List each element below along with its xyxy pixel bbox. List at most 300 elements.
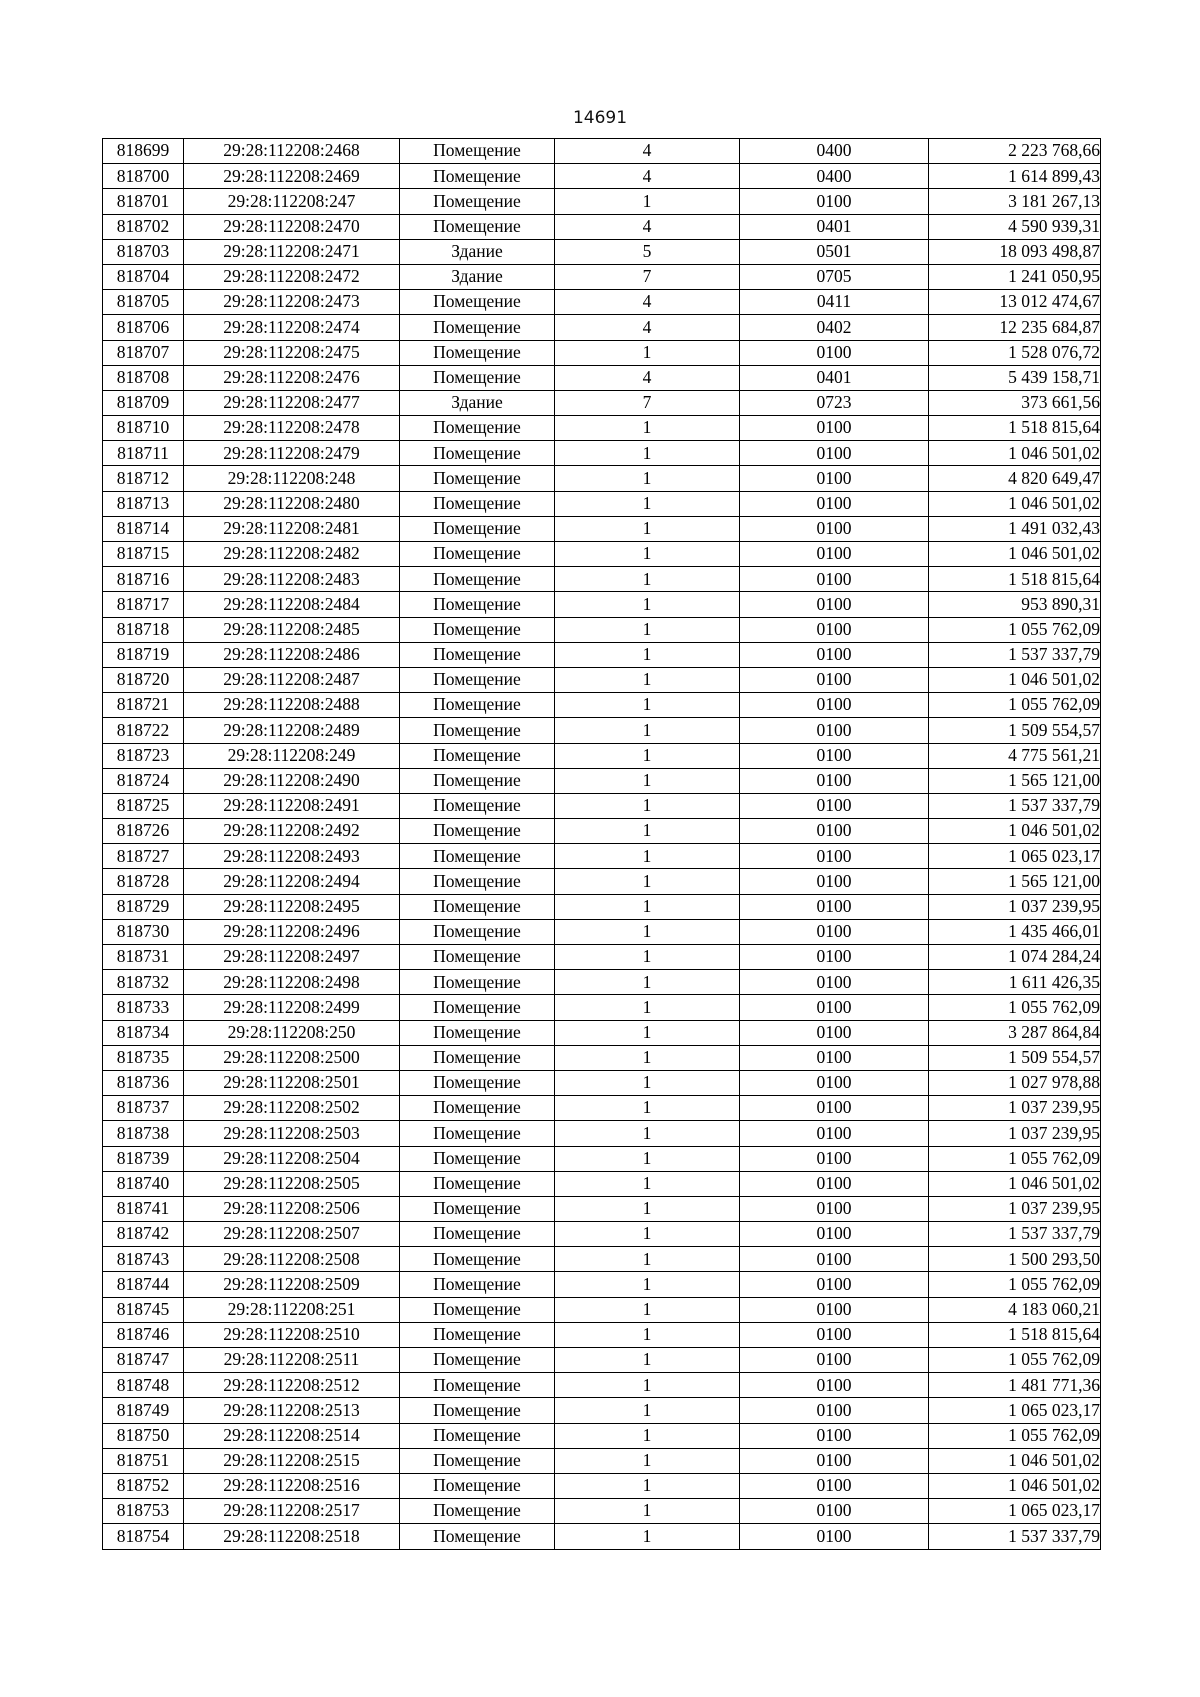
cadastral-value-cell: 1 027 978,88 [929,1070,1101,1095]
object-type-cell: Помещение [400,1096,555,1121]
code-cell: 0100 [740,441,929,466]
group-cell: 1 [555,1473,740,1498]
object-type-cell: Помещение [400,793,555,818]
table-row [103,1348,1101,1373]
cadastral-value-cell: 1 046 501,02 [929,819,1101,844]
object-type-cell: Помещение [400,945,555,970]
table-row [103,945,1101,970]
page-number: 14691 [572,108,628,128]
object-type-cell: Помещение [400,1146,555,1171]
table-row [103,1196,1101,1221]
table-row [103,516,1101,541]
table-row [103,390,1101,415]
code-cell: 0100 [740,970,929,995]
cadastral-value-cell: 1 241 050,95 [929,264,1101,289]
row-number-cell: 818719 [103,642,184,667]
row-number-cell: 818724 [103,768,184,793]
row-number-cell: 818699 [103,139,184,164]
cadastral-value-cell: 1 046 501,02 [929,542,1101,567]
cadastral-number-cell: 29:28:112208:2477 [184,390,400,415]
code-cell: 0100 [740,1524,929,1549]
cadastral-value-cell: 1 614 899,43 [929,164,1101,189]
cadastral-value-cell: 1 055 762,09 [929,1348,1101,1373]
object-type-cell: Помещение [400,642,555,667]
row-number-cell: 818709 [103,390,184,415]
group-cell: 1 [555,1297,740,1322]
cadastral-number-cell: 29:28:112208:2488 [184,693,400,718]
object-type-cell: Помещение [400,894,555,919]
table-row [103,894,1101,919]
cadastral-number-cell: 29:28:112208:2485 [184,617,400,642]
code-cell: 0100 [740,819,929,844]
cadastral-number-cell: 29:28:112208:2496 [184,919,400,944]
cadastral-value-cell: 1 055 762,09 [929,1272,1101,1297]
cadastral-value-cell: 1 537 337,79 [929,642,1101,667]
group-cell: 1 [555,441,740,466]
table-row [103,793,1101,818]
row-number-cell: 818753 [103,1499,184,1524]
cadastral-number-cell: 29:28:112208:2501 [184,1070,400,1095]
row-number-cell: 818711 [103,441,184,466]
object-type-cell: Помещение [400,995,555,1020]
cadastral-value-cell: 1 518 815,64 [929,567,1101,592]
group-cell: 1 [555,340,740,365]
cadastral-number-cell: 29:28:112208:2513 [184,1398,400,1423]
cadastral-value-cell: 1 537 337,79 [929,1222,1101,1247]
table-row [103,542,1101,567]
row-number-cell: 818748 [103,1373,184,1398]
row-number-cell: 818737 [103,1096,184,1121]
object-type-cell: Помещение [400,1020,555,1045]
table-row [103,970,1101,995]
group-cell: 1 [555,516,740,541]
object-type-cell: Здание [400,390,555,415]
cadastral-number-cell: 29:28:112208:2468 [184,139,400,164]
cadastral-value-cell: 1 509 554,57 [929,1045,1101,1070]
table-row [103,1045,1101,1070]
code-cell: 0100 [740,1297,929,1322]
object-type-cell: Помещение [400,290,555,315]
group-cell: 1 [555,592,740,617]
cadastral-number-cell: 29:28:112208:2517 [184,1499,400,1524]
object-type-cell: Помещение [400,1297,555,1322]
row-number-cell: 818744 [103,1272,184,1297]
cadastral-number-cell: 29:28:112208:2508 [184,1247,400,1272]
code-cell: 0723 [740,390,929,415]
cadastral-value-cell: 1 065 023,17 [929,844,1101,869]
cadastral-value-cell: 1 491 032,43 [929,516,1101,541]
row-number-cell: 818736 [103,1070,184,1095]
cadastral-number-cell: 29:28:112208:2482 [184,542,400,567]
table-row [103,239,1101,264]
cadastral-number-cell: 29:28:112208:2507 [184,1222,400,1247]
group-cell: 1 [555,1398,740,1423]
object-type-cell: Помещение [400,1423,555,1448]
code-cell: 0100 [740,617,929,642]
object-type-cell: Помещение [400,567,555,592]
object-type-cell: Помещение [400,1070,555,1095]
group-cell: 1 [555,869,740,894]
cadastral-number-cell: 29:28:112208:247 [184,189,400,214]
object-type-cell: Помещение [400,491,555,516]
row-number-cell: 818702 [103,214,184,239]
code-cell: 0100 [740,1045,929,1070]
row-number-cell: 818733 [103,995,184,1020]
group-cell: 7 [555,264,740,289]
table-row [103,491,1101,516]
table-row [103,1373,1101,1398]
object-type-cell: Помещение [400,718,555,743]
cadastral-number-cell: 29:28:112208:2474 [184,315,400,340]
cadastral-value-cell: 1 046 501,02 [929,1171,1101,1196]
row-number-cell: 818751 [103,1448,184,1473]
code-cell: 0100 [740,844,929,869]
row-number-cell: 818728 [103,869,184,894]
cadastral-value-cell: 1 518 815,64 [929,1322,1101,1347]
table-row [103,290,1101,315]
group-cell: 1 [555,466,740,491]
object-type-cell: Помещение [400,1373,555,1398]
code-cell: 0100 [740,1121,929,1146]
group-cell: 1 [555,1045,740,1070]
table-row [103,1171,1101,1196]
object-type-cell: Помещение [400,919,555,944]
cadastral-number-cell: 29:28:112208:2495 [184,894,400,919]
table-row [103,264,1101,289]
code-cell: 0100 [740,466,929,491]
code-cell: 0100 [740,743,929,768]
table-row [103,189,1101,214]
object-type-cell: Помещение [400,1171,555,1196]
code-cell: 0100 [740,945,929,970]
object-type-cell: Здание [400,239,555,264]
row-number-cell: 818723 [103,743,184,768]
table-row [103,1020,1101,1045]
code-cell: 0100 [740,1247,929,1272]
table-row [103,693,1101,718]
group-cell: 1 [555,1096,740,1121]
group-cell: 1 [555,1247,740,1272]
row-number-cell: 818720 [103,667,184,692]
code-cell: 0401 [740,214,929,239]
object-type-cell: Помещение [400,1398,555,1423]
object-type-cell: Помещение [400,693,555,718]
group-cell: 1 [555,793,740,818]
cadastral-value-cell: 5 439 158,71 [929,365,1101,390]
cadastral-value-cell: 1 046 501,02 [929,667,1101,692]
group-cell: 1 [555,1146,740,1171]
cadastral-number-cell: 29:28:112208:2471 [184,239,400,264]
row-number-cell: 818716 [103,567,184,592]
row-number-cell: 818701 [103,189,184,214]
object-type-cell: Помещение [400,315,555,340]
group-cell: 1 [555,970,740,995]
row-number-cell: 818703 [103,239,184,264]
code-cell: 0401 [740,365,929,390]
row-number-cell: 818729 [103,894,184,919]
object-type-cell: Помещение [400,1222,555,1247]
code-cell: 0100 [740,1348,929,1373]
code-cell: 0100 [740,567,929,592]
table-row [103,869,1101,894]
row-number-cell: 818741 [103,1196,184,1221]
cadastral-number-cell: 29:28:112208:2503 [184,1121,400,1146]
cadastral-number-cell: 29:28:112208:2490 [184,768,400,793]
code-cell: 0100 [740,416,929,441]
group-cell: 1 [555,945,740,970]
cadastral-number-cell: 29:28:112208:2475 [184,340,400,365]
code-cell: 0100 [740,894,929,919]
row-number-cell: 818747 [103,1348,184,1373]
cadastral-value-cell: 13 012 474,67 [929,290,1101,315]
cadastral-value-cell: 12 235 684,87 [929,315,1101,340]
object-type-cell: Помещение [400,1524,555,1549]
cadastral-number-cell: 29:28:112208:2484 [184,592,400,617]
cadastral-value-cell: 1 037 239,95 [929,894,1101,919]
code-cell: 0100 [740,1499,929,1524]
cadastral-value-cell: 1 537 337,79 [929,793,1101,818]
row-number-cell: 818746 [103,1322,184,1347]
group-cell: 1 [555,1272,740,1297]
object-type-cell: Помещение [400,1473,555,1498]
table-row [103,441,1101,466]
cadastral-value-cell: 18 093 498,87 [929,239,1101,264]
cadastral-number-cell: 29:28:112208:2515 [184,1448,400,1473]
group-cell: 1 [555,1348,740,1373]
code-cell: 0100 [740,1473,929,1498]
cadastral-number-cell: 29:28:112208:2483 [184,567,400,592]
cadastral-number-cell: 29:28:112208:2493 [184,844,400,869]
table-row [103,642,1101,667]
row-number-cell: 818721 [103,693,184,718]
table-row [103,139,1101,164]
group-cell: 1 [555,768,740,793]
table-row [103,995,1101,1020]
code-cell: 0100 [740,869,929,894]
code-cell: 0400 [740,139,929,164]
object-type-cell: Помещение [400,1247,555,1272]
group-cell: 1 [555,919,740,944]
code-cell: 0100 [740,1070,929,1095]
cadastral-value-cell: 1 046 501,02 [929,1473,1101,1498]
code-cell: 0100 [740,1322,929,1347]
code-cell: 0100 [740,693,929,718]
cadastral-number-cell: 29:28:112208:2499 [184,995,400,1020]
row-number-cell: 818707 [103,340,184,365]
table-row [103,617,1101,642]
table-row [103,466,1101,491]
cadastral-value-cell: 1 046 501,02 [929,491,1101,516]
code-cell: 0402 [740,315,929,340]
table-row [103,1146,1101,1171]
cadastral-value-cell: 1 509 554,57 [929,718,1101,743]
code-cell: 0100 [740,718,929,743]
cadastral-number-cell: 29:28:112208:2479 [184,441,400,466]
code-cell: 0100 [740,592,929,617]
object-type-cell: Помещение [400,542,555,567]
object-type-cell: Помещение [400,743,555,768]
cadastral-value-cell: 373 661,56 [929,390,1101,415]
group-cell: 1 [555,1524,740,1549]
group-cell: 1 [555,1070,740,1095]
cadastral-value-cell: 4 183 060,21 [929,1297,1101,1322]
object-type-cell: Помещение [400,1499,555,1524]
object-type-cell: Помещение [400,592,555,617]
cadastral-value-cell: 1 055 762,09 [929,1146,1101,1171]
group-cell: 1 [555,1196,740,1221]
cadastral-number-cell: 29:28:112208:2511 [184,1348,400,1373]
cadastral-value-cell: 1 528 076,72 [929,340,1101,365]
cadastral-number-cell: 29:28:112208:2516 [184,1473,400,1498]
table-row [103,1070,1101,1095]
object-type-cell: Помещение [400,1322,555,1347]
table-row [103,743,1101,768]
cadastral-number-cell: 29:28:112208:2487 [184,667,400,692]
cadastral-value-cell: 4 775 561,21 [929,743,1101,768]
table-row [103,819,1101,844]
row-number-cell: 818735 [103,1045,184,1070]
cadastral-value-cell: 1 037 239,95 [929,1196,1101,1221]
group-cell: 1 [555,667,740,692]
cadastral-number-cell: 29:28:112208:2500 [184,1045,400,1070]
cadastral-value-cell: 1 037 239,95 [929,1096,1101,1121]
code-cell: 0411 [740,290,929,315]
object-type-cell: Помещение [400,1348,555,1373]
table-row [103,667,1101,692]
code-cell: 0100 [740,340,929,365]
code-cell: 0100 [740,1146,929,1171]
object-type-cell: Помещение [400,819,555,844]
object-type-cell: Помещение [400,768,555,793]
code-cell: 0705 [740,264,929,289]
group-cell: 1 [555,1171,740,1196]
cadastral-number-cell: 29:28:112208:2518 [184,1524,400,1549]
group-cell: 1 [555,1499,740,1524]
table-row [103,365,1101,390]
cadastral-number-cell: 29:28:112208:2505 [184,1171,400,1196]
row-number-cell: 818726 [103,819,184,844]
cadastral-number-cell: 29:28:112208:2473 [184,290,400,315]
object-type-cell: Помещение [400,466,555,491]
cadastral-value-cell: 3 181 267,13 [929,189,1101,214]
code-cell: 0100 [740,793,929,818]
table-row [103,340,1101,365]
object-type-cell: Помещение [400,617,555,642]
cadastral-value-cell: 1 065 023,17 [929,1499,1101,1524]
group-cell: 1 [555,1448,740,1473]
cadastral-value-table [102,138,1101,1550]
table-row [103,844,1101,869]
group-cell: 1 [555,189,740,214]
cadastral-number-cell: 29:28:112208:2497 [184,945,400,970]
table-row [103,919,1101,944]
group-cell: 4 [555,164,740,189]
cadastral-number-cell: 29:28:112208:2498 [184,970,400,995]
cadastral-number-cell: 29:28:112208:2506 [184,1196,400,1221]
group-cell: 1 [555,542,740,567]
code-cell: 0100 [740,1196,929,1221]
table-row [103,315,1101,340]
group-cell: 1 [555,1020,740,1045]
table-row [103,768,1101,793]
row-number-cell: 818714 [103,516,184,541]
group-cell: 1 [555,1222,740,1247]
object-type-cell: Помещение [400,516,555,541]
row-number-cell: 818717 [103,592,184,617]
cadastral-number-cell: 29:28:112208:2502 [184,1096,400,1121]
cadastral-value-cell: 1 565 121,00 [929,869,1101,894]
table-row [103,567,1101,592]
code-cell: 0100 [740,542,929,567]
cadastral-number-cell: 29:28:112208:2512 [184,1373,400,1398]
row-number-cell: 818754 [103,1524,184,1549]
row-number-cell: 818725 [103,793,184,818]
row-number-cell: 818739 [103,1146,184,1171]
row-number-cell: 818745 [103,1297,184,1322]
cadastral-number-cell: 29:28:112208:2494 [184,869,400,894]
code-cell: 0100 [740,1096,929,1121]
row-number-cell: 818706 [103,315,184,340]
table-row [103,1222,1101,1247]
cadastral-value-cell: 1 055 762,09 [929,693,1101,718]
cadastral-number-cell: 29:28:112208:2492 [184,819,400,844]
cadastral-value-cell: 1 055 762,09 [929,1423,1101,1448]
cadastral-number-cell: 29:28:112208:2476 [184,365,400,390]
object-type-cell: Помещение [400,214,555,239]
row-number-cell: 818740 [103,1171,184,1196]
cadastral-value-cell: 1 046 501,02 [929,1448,1101,1473]
code-cell: 0100 [740,516,929,541]
group-cell: 1 [555,1373,740,1398]
table-row [103,718,1101,743]
row-number-cell: 818705 [103,290,184,315]
group-cell: 7 [555,390,740,415]
group-cell: 1 [555,894,740,919]
object-type-cell: Помещение [400,1272,555,1297]
cadastral-value-cell: 1 065 023,17 [929,1398,1101,1423]
cadastral-number-cell: 29:28:112208:2469 [184,164,400,189]
cadastral-number-cell: 29:28:112208:248 [184,466,400,491]
cadastral-value-cell: 1 565 121,00 [929,768,1101,793]
object-type-cell: Помещение [400,970,555,995]
group-cell: 1 [555,1423,740,1448]
row-number-cell: 818749 [103,1398,184,1423]
cadastral-number-cell: 29:28:112208:2491 [184,793,400,818]
object-type-cell: Помещение [400,667,555,692]
group-cell: 1 [555,617,740,642]
cadastral-number-cell: 29:28:112208:2478 [184,416,400,441]
row-number-cell: 818743 [103,1247,184,1272]
cadastral-value-cell: 1 435 466,01 [929,919,1101,944]
object-type-cell: Помещение [400,340,555,365]
group-cell: 4 [555,214,740,239]
cadastral-value-cell: 1 481 771,36 [929,1373,1101,1398]
cadastral-number-cell: 29:28:112208:2486 [184,642,400,667]
row-number-cell: 818713 [103,491,184,516]
table-row [103,214,1101,239]
table-row [103,1121,1101,1146]
table-row [103,1524,1101,1549]
table-row [103,164,1101,189]
code-cell: 0100 [740,919,929,944]
cadastral-number-cell: 29:28:112208:2470 [184,214,400,239]
table-row [103,416,1101,441]
table-row [103,1272,1101,1297]
table-row [103,592,1101,617]
code-cell: 0100 [740,1373,929,1398]
row-number-cell: 818738 [103,1121,184,1146]
cadastral-value-cell: 4 820 649,47 [929,466,1101,491]
